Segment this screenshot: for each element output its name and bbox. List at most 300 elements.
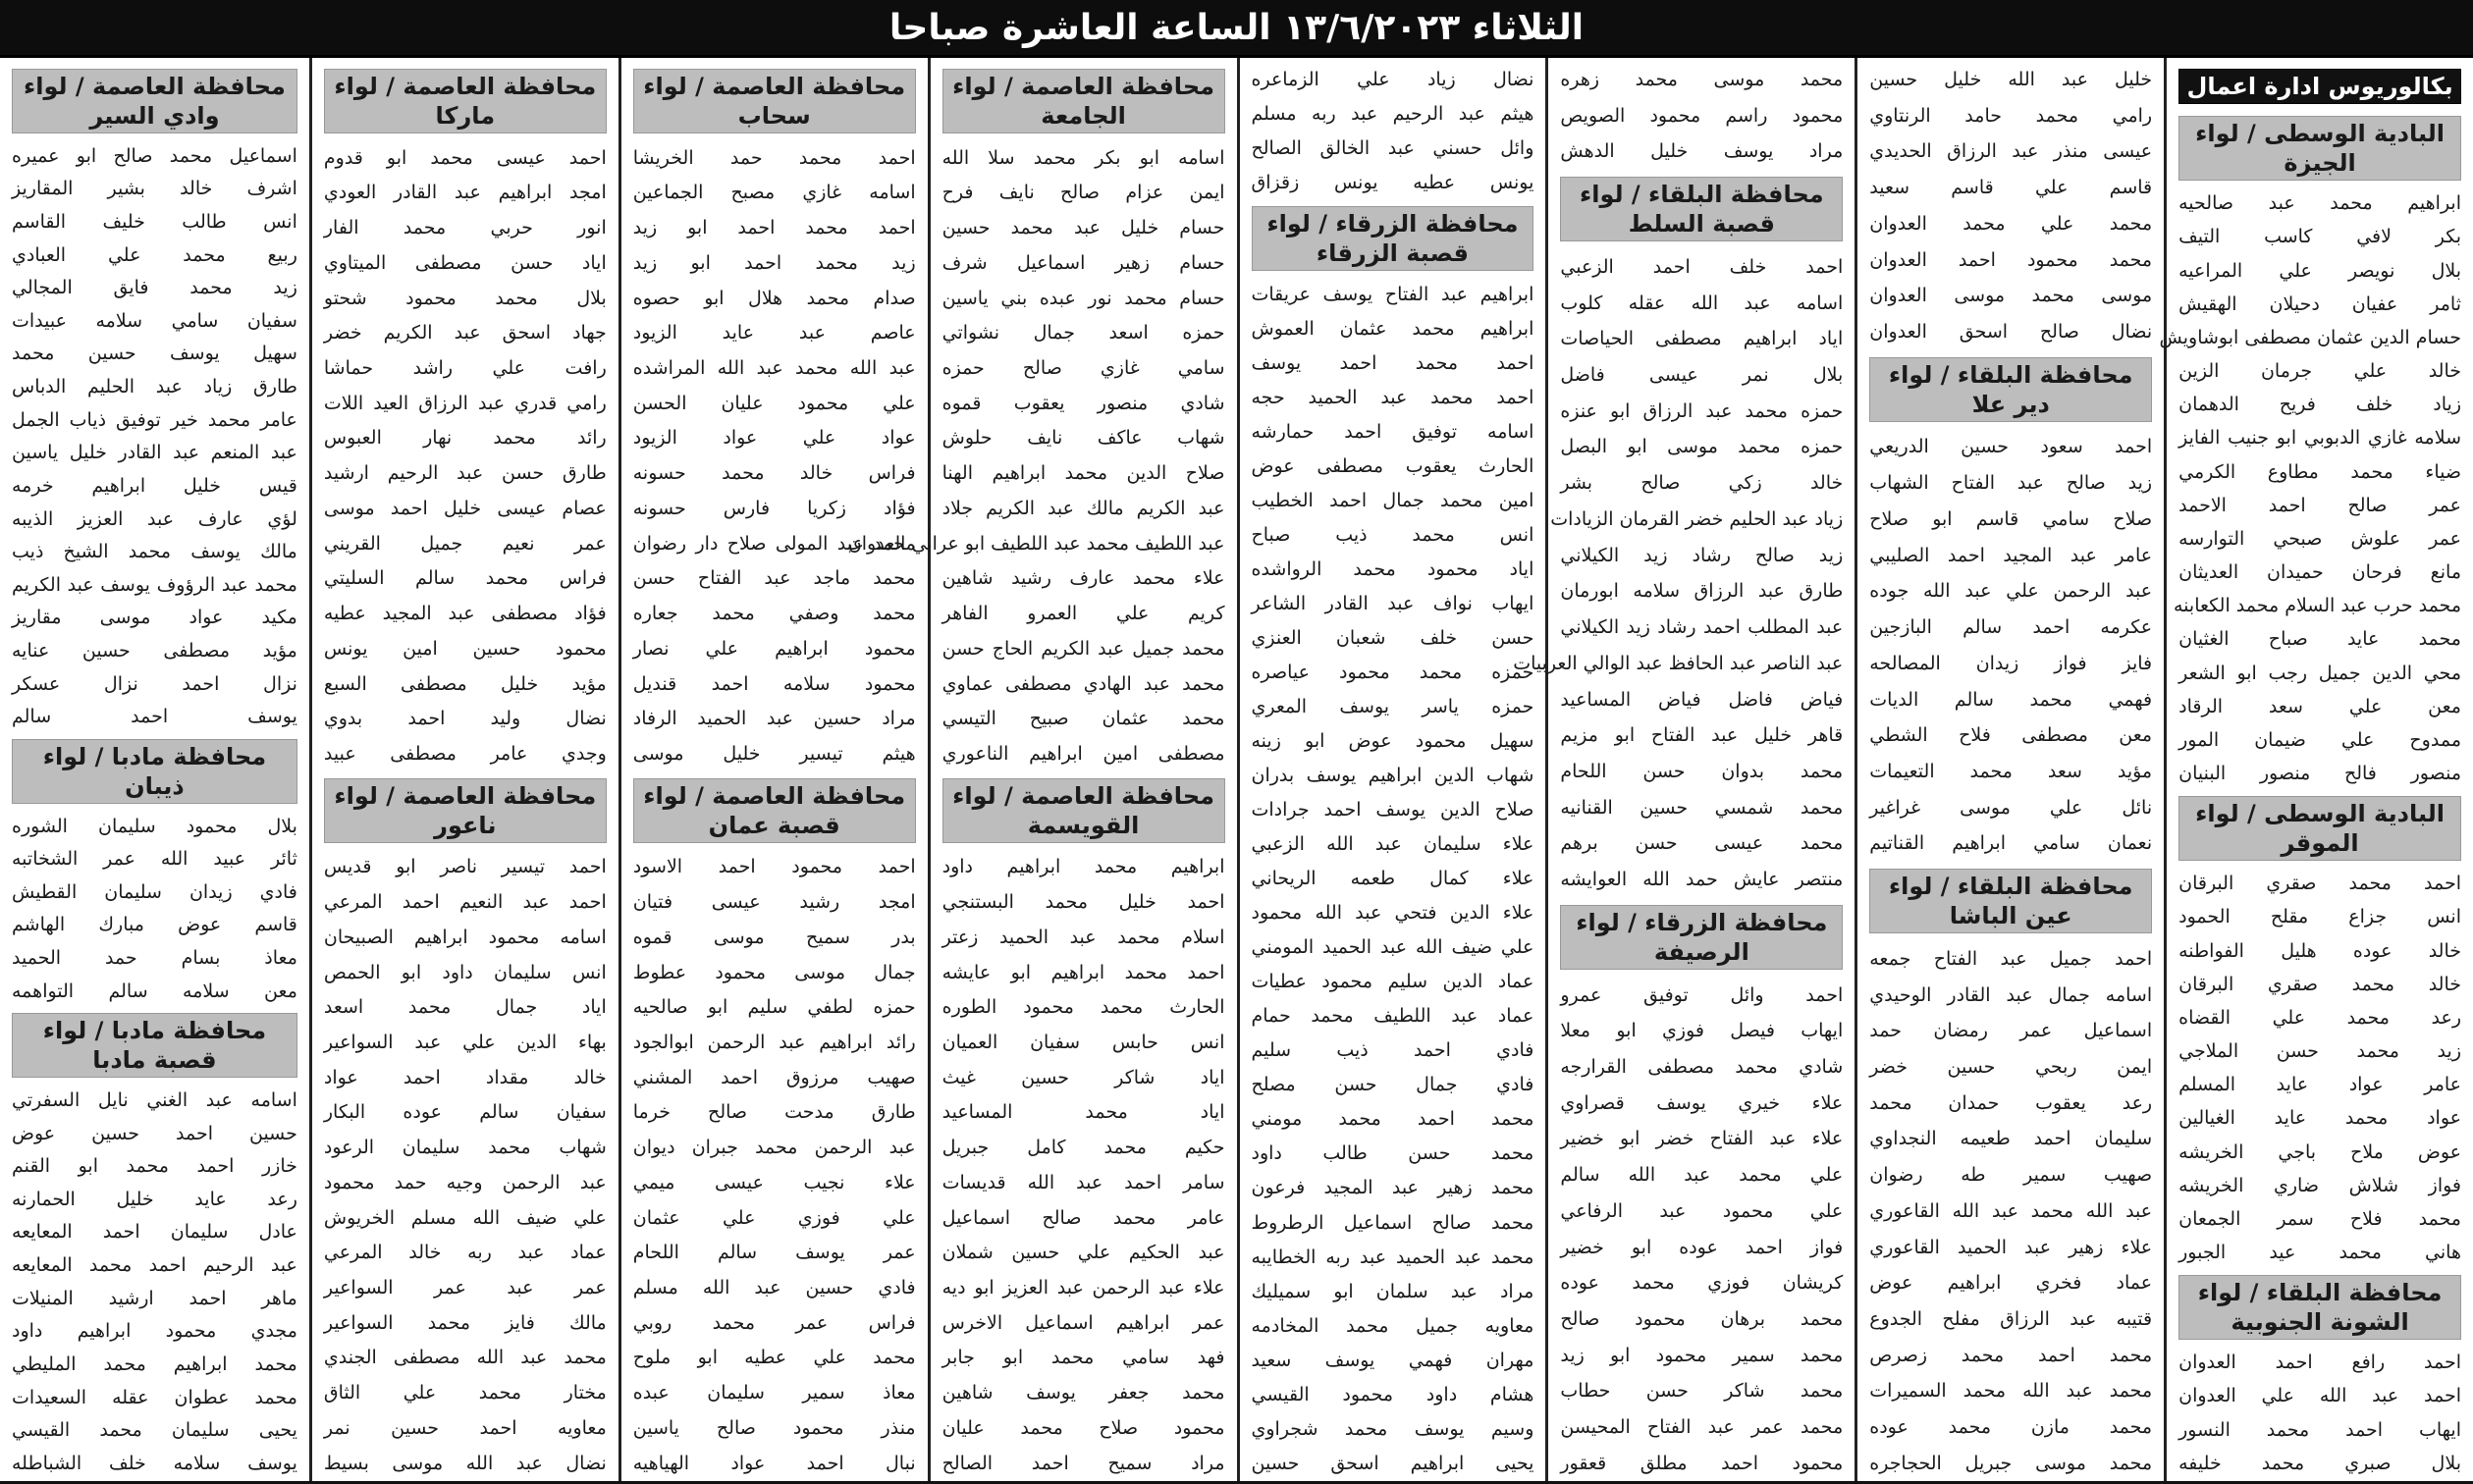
- section-header: بكالوريوس ادارة اعمال: [2178, 69, 2461, 104]
- candidate-name: محمد عبد المولى صلاح دار رضوان: [632, 532, 916, 555]
- candidate-name: علي محمود عليان الحسن: [632, 392, 916, 414]
- section-header: محافظة العاصمة / لواء الجامعة: [942, 69, 1225, 133]
- candidate-name: يوسف سلامه خلف الشباطله: [12, 1452, 297, 1474]
- candidate-name: عادل سليمان احمد المعايعه: [12, 1221, 297, 1244]
- candidate-name: هشام داود محمود القيسي: [1251, 1383, 1534, 1405]
- candidate-name: عبد الله محمد عبد الله القاعوري: [1869, 1199, 2153, 1222]
- candidate-name: محمد موسى محمد زهره: [1560, 69, 1844, 90]
- candidate-name: محمد ابراهيم محمد المليطي: [12, 1352, 297, 1375]
- section-header: محافظة العاصمة / لواء القويسمة: [942, 778, 1225, 843]
- column-1: [2159, 58, 2473, 1481]
- candidate-name: موسى محمد موسى العدوان: [1869, 285, 2153, 307]
- candidate-name: مصطفى امين ابراهيم الناعوري: [941, 742, 1225, 765]
- section-header: محافظة مادبا / لواء قصبة مادبا: [12, 1013, 297, 1078]
- candidate-name: احمد عبد النعيم احمد المرعي: [323, 891, 607, 914]
- candidate-name: عبد الرحيم احمد محمد المعايعه: [12, 1254, 297, 1276]
- candidate-name: معن سلامه سالم التواهمه: [12, 980, 297, 1002]
- candidate-name: عبد الرحمن محمد جبران ديوان: [632, 1137, 916, 1159]
- candidate-name: منتصر عايش حمد الله العوايشه: [1560, 869, 1844, 891]
- candidate-name: ربيع محمد علي العبادي: [12, 243, 297, 266]
- candidate-name: محمود راسم محمود الصويص: [1560, 104, 1844, 127]
- candidate-name: محمد عبد الله محمد السميرات: [1869, 1380, 2153, 1403]
- candidate-name: محمد عبد الرؤوف يوسف عبد الكريم: [12, 573, 297, 596]
- candidate-name: احمد محمد صقري البرقان: [2178, 873, 2461, 895]
- candidate-name: سليمان احمد طعيمه النجداوي: [1869, 1128, 2153, 1150]
- candidate-name: مجدي محمود ابراهيم داود: [12, 1320, 297, 1343]
- candidate-name: خالد عوده هليل الفواطنه: [2178, 939, 2461, 962]
- candidate-name: شهاب محمد سليمان الرعود: [323, 1137, 607, 1159]
- candidate-name: فواز شلاش ضاري الخريشه: [2178, 1174, 2461, 1196]
- candidate-name: محمد ماجد عبد الفتاح حسن: [632, 567, 916, 590]
- candidate-name: اسماعيل محمد صالح ابو عميره: [12, 144, 297, 167]
- candidate-name: فهد سامي محمد ابو جابر: [941, 1347, 1225, 1369]
- candidate-name: عماد فخري ابراهيم عوض: [1869, 1272, 2153, 1295]
- candidate-name: بكر لافي كاسب التيف: [2178, 226, 2461, 248]
- candidate-name: محمد وصفي محمد جعاره: [632, 603, 916, 625]
- candidate-name: مانع فرحان حميدان العديثان: [2178, 561, 2461, 584]
- candidate-name: احمد خليل محمد البستنجي: [941, 891, 1225, 914]
- section-header: محافظة البلقاء / لواء الشونة الجنوبية: [2178, 1275, 2461, 1340]
- candidate-name: انور حربي محمد الفار: [323, 217, 607, 239]
- candidate-name: ماهر احمد ارشيد المنيلات: [12, 1287, 297, 1309]
- candidate-name: محي الدين جميل رجب ابو الشعر: [2178, 662, 2461, 684]
- candidate-name: لؤي عارف عبد العزيز الذيبه: [12, 507, 297, 530]
- candidate-name: عامر عبد المجيد احمد الصليبي: [1869, 544, 2153, 566]
- candidate-name: طارق حسن عبد الرحيم ارشيد: [323, 462, 607, 485]
- candidate-name: حسام زهير اسماعيل شرف: [941, 251, 1225, 274]
- candidate-name: زيد محمد حسن الملاجي: [2178, 1040, 2461, 1063]
- candidate-name: محمد عمر عبد الفتاح المحيسن: [1560, 1416, 1844, 1439]
- candidate-name: انس سليمان داود ابو الحمص: [323, 961, 607, 983]
- candidate-name: ضياء محمد مطاوع الكرمي: [2178, 460, 2461, 483]
- candidate-name: فايز فواز زيدان المصالحه: [1869, 652, 2153, 674]
- candidate-name: زياد خلف فريح الدهمان: [2178, 394, 2461, 416]
- candidate-name: معن علي سعد الرقاد: [2178, 695, 2461, 717]
- candidate-name: فادي زيدان سليمان القطيش: [12, 880, 297, 903]
- candidate-name: فواز احمد عوده ابو خضير: [1560, 1236, 1844, 1258]
- candidate-name: قاسم علي قاسم سعيد: [1869, 177, 2153, 199]
- candidate-name: احمد محمد احمد ابو زيد: [632, 217, 916, 239]
- candidate-name: اسامه جمال عبد القادر الوحيدي: [1869, 983, 2153, 1006]
- candidate-name: زيد محمد احمد ابو زيد: [632, 251, 916, 274]
- candidate-name: فراس خالد محمد حسونه: [632, 462, 916, 485]
- candidate-name: احمد عبد الله علي العدوان: [2178, 1385, 2461, 1407]
- candidate-name: شادي منصور يعقوب قموه: [941, 392, 1225, 414]
- candidate-name: محمد مازن محمد عوده: [1869, 1416, 2153, 1439]
- column-7: [309, 58, 618, 1481]
- candidate-name: خليل عبد الله خليل حسين: [1869, 69, 2153, 90]
- section-header: محافظة الزرقاء / لواء قصبة الزرقاء: [1252, 206, 1534, 271]
- candidate-name: محمود احمد مطلق قعقور: [1560, 1452, 1844, 1474]
- candidate-name: انس جزاع مقلح الحمود: [2178, 906, 2461, 928]
- candidate-name: بدر سميح موسى قموه: [632, 926, 916, 948]
- candidate-name: انس محمد ذيب صباح: [1251, 524, 1534, 547]
- candidate-name: رائد محمد نهار العبوس: [323, 427, 607, 450]
- candidate-name: نضال عبد الله موسى بسيط: [323, 1452, 607, 1474]
- candidate-name: عماد الدين سليم محمود عطيات: [1251, 971, 1534, 993]
- candidate-name: رامي محمد حامد الرنتاوي: [1869, 104, 2153, 127]
- candidate-name: حمزه اسعد جمال نشواتي: [941, 322, 1225, 344]
- candidate-name: معاويه احمد حسين نمر: [323, 1416, 607, 1439]
- candidate-name: نضال زياد علي الزماعره: [1251, 69, 1534, 90]
- candidate-name: اياد حسن مصطفى الميتاوي: [323, 251, 607, 274]
- candidate-name: عمر ابراهيم اسماعيل الاخرس: [941, 1311, 1225, 1334]
- candidate-name: محمد علي عطيه ابو ملوح: [632, 1347, 916, 1369]
- candidate-name: محمد عثمان صبيح التيسي: [941, 708, 1225, 730]
- candidate-name: قتيبه عبد الرزاق مفلح الجدوع: [1869, 1308, 2153, 1330]
- candidate-name: اسامه عبد الغني نايل السفرتي: [12, 1088, 297, 1111]
- candidate-name: طارق مدحت صالح خرما: [632, 1101, 916, 1124]
- candidate-name: وائل حسني عبد الخالق الصالح: [1251, 137, 1534, 160]
- candidate-name: صلاح سامي قاسم ابو صلاح: [1869, 507, 2153, 530]
- candidate-name: بهاء الدين علي عبد السواعير: [323, 1031, 607, 1053]
- column-4: [1237, 58, 1546, 1481]
- candidate-name: ايمن ربحي حسين خضر: [1869, 1055, 2153, 1078]
- candidate-name: مؤيد سعد محمد التعيمات: [1869, 760, 2153, 782]
- candidate-name: محمد حرب عبد السلام محمد الكعابنه: [2174, 595, 2461, 617]
- candidate-name: عبد الكريم مالك عبد الكريم جلاد: [941, 497, 1225, 519]
- candidate-name: حمزه لطفي سليم ابو صالحيه: [632, 996, 916, 1019]
- candidate-name: عمر صالح احمد الاحمد: [2178, 494, 2461, 516]
- candidate-name: نضال وليد احمد بدوي: [323, 708, 607, 730]
- candidate-name: امجد ابراهيم عبد القادر العودي: [323, 182, 607, 204]
- candidate-name: محمد احمد محمد مومني: [1251, 1108, 1534, 1131]
- candidate-name: عبد الله محمد عبد الله المراشده: [632, 357, 916, 380]
- candidate-name: فهمي محمد سالم الديات: [1869, 688, 2153, 711]
- section-header: محافظة البلقاء / لواء عين الباشا: [1869, 869, 2152, 933]
- section-header: محافظة العاصمة / لواء وادي السير: [12, 69, 297, 133]
- candidate-name: علي محمد عبد الله سالم: [1560, 1164, 1844, 1187]
- candidate-name: خالد زكي صالح بشر: [1560, 472, 1844, 495]
- candidate-name: فياض فاضل فياض المساعيد: [1560, 688, 1844, 711]
- candidate-name: ممدوح علي ضيمان المور: [2178, 728, 2461, 751]
- column-2: [1855, 58, 2164, 1481]
- candidate-name: سامي غازي صالح حمزه: [941, 357, 1225, 380]
- candidate-name: علاء سليمان عبد الله الزعبي: [1251, 833, 1534, 856]
- candidate-name: نزال احمد نزال عسكر: [12, 672, 297, 695]
- candidate-name: محمود حسين امين يونس: [323, 637, 607, 660]
- candidate-name: يونس عطيه يونس زقزاق: [1251, 172, 1534, 194]
- candidate-name: معاذ بسام حمد الحميد: [12, 947, 297, 969]
- candidate-name: بلال صبري محمد خليفه: [2178, 1452, 2461, 1474]
- candidate-name: مراد حسين عبد الحميد الرفاد: [632, 708, 916, 730]
- candidate-name: عماد عبد ربه خالد المرعي: [323, 1242, 607, 1264]
- candidate-name: فادي حسين عبد الله مسلم: [632, 1277, 916, 1298]
- candidate-name: حمزه محمد محمود عياصره: [1251, 662, 1534, 684]
- candidate-name: محمود سلامه احمد قنديل: [632, 672, 916, 695]
- candidate-name: شهاب الدين ابراهيم يوسف بدران: [1251, 765, 1534, 787]
- candidate-name: علاء عبد الرحمن عبد العزيز ابو ديه: [941, 1277, 1225, 1298]
- candidate-name: ثامر عفيان دحيلان الهقيش: [2178, 292, 2461, 315]
- candidate-name: بلال نويصر علي المراعيه: [2178, 259, 2461, 282]
- candidate-name: بلال نمر عيسى فاضل: [1560, 364, 1844, 387]
- candidate-name: فراس عمر محمد روبي: [632, 1311, 916, 1334]
- candidate-name: صلاح الدين محمد ابراهيم الهنا: [941, 462, 1225, 485]
- candidate-name: سفيان سالم عوده البكار: [323, 1101, 607, 1124]
- candidate-name: ثائر عبيد الله عمر الشخاتبه: [12, 848, 297, 871]
- candidate-name: رعد عايد خليل الحمارنه: [12, 1188, 297, 1210]
- candidate-name: علي ضيف الله عبد الحميد المومني: [1251, 936, 1534, 959]
- candidate-name: بلال محمود سليمان الشوره: [12, 815, 297, 837]
- candidate-name: حسن خلف شعبان العنزي: [1251, 627, 1534, 650]
- candidate-name: عبد المطلب احمد رشاد زيد الكيلاني: [1560, 616, 1844, 639]
- candidate-name: هيثم عبد الرحيم عبد ربه مسلم: [1251, 103, 1534, 126]
- candidate-name: فؤاد زكريا فارس حسونه: [632, 497, 916, 519]
- candidate-name: مكيد عواد موسى مقاريز: [12, 607, 297, 629]
- candidate-name: صدام محمد هلال ابو حصوه: [632, 287, 916, 309]
- candidate-name: مؤيد مصطفى حسين عنايه: [12, 640, 297, 662]
- candidate-name: طارق عبد الرزاق سلامه ابورمان: [1560, 580, 1844, 603]
- candidate-name: حمزه محمد عبد الرزاق ابو عنزه: [1560, 399, 1844, 422]
- section-header: محافظة البلقاء / لواء دير علا: [1869, 357, 2152, 422]
- candidate-name: فادي احمد ذيب سليم: [1251, 1039, 1534, 1062]
- candidate-name: محمد حسن طالب داود: [1251, 1142, 1534, 1165]
- candidate-name: احمد تيسير ناصر ابو قديس: [323, 856, 607, 878]
- candidate-name: حسام خليل عبد محمد حسين: [941, 217, 1225, 239]
- candidate-name: مالك فايز محمد السواعير: [323, 1311, 607, 1334]
- candidate-name: سامر احمد عبد الله قديسات: [941, 1171, 1225, 1193]
- candidate-name: محمد جعفر يوسف شاهين: [941, 1382, 1225, 1404]
- candidate-name: محمد محمود احمد العدوان: [1869, 248, 2153, 271]
- candidate-name: عبد الناصر عبد الحافظ عبد الوالي العربيات: [1513, 652, 1844, 674]
- candidate-name: احمد رافع احمد العدوان: [2178, 1352, 2461, 1374]
- candidate-name: اياد محمود محمد الرواشده: [1251, 558, 1534, 581]
- page-header-banner: [0, 0, 2473, 58]
- candidate-name: سفيان سامي سلامه عبيدات: [12, 309, 297, 332]
- candidate-name: عمر نعيم جميل القريني: [323, 532, 607, 555]
- candidate-name: محمد صالح اسماعيل الرطروط: [1251, 1211, 1534, 1234]
- candidate-name: محمود صلاح محمد عليان: [941, 1416, 1225, 1439]
- candidate-name: وسيم يوسف محمد شجراوي: [1251, 1417, 1534, 1440]
- candidate-name: عمر علوش صبحي التوارسه: [2178, 527, 2461, 550]
- candidate-name: محمد بدوان حسن اللحام: [1560, 760, 1844, 782]
- candidate-name: حسام محمد نور عبده بني ياسين: [941, 287, 1225, 309]
- candidate-name: معاويه جميل محمد المخادمه: [1251, 1314, 1534, 1337]
- column-8: [0, 58, 309, 1481]
- candidate-name: انس حابس سفيان العميان: [941, 1031, 1225, 1053]
- candidate-name: محمد عبد الله مصطفى الجندي: [323, 1347, 607, 1369]
- candidate-name: رامي قدري عبد الرزاق العيد اللات: [323, 392, 607, 414]
- candidate-name: زيد صالح عبد الفتاح الشهاب: [1869, 472, 2153, 495]
- candidate-name: عواد علي عواد الزيود: [632, 427, 916, 450]
- candidate-name: يحيى ابراهيم اسحق حسين: [1251, 1452, 1534, 1474]
- candidate-name: جهاد اسحق عبد الكريم خضر: [323, 322, 607, 344]
- candidate-name: اسامه توفيق احمد حمارشه: [1251, 421, 1534, 444]
- candidate-name: وجدي عامر مصطفى عبيد: [323, 742, 607, 765]
- candidate-name: زيد صالح رشاد زيد الكيلاني: [1560, 544, 1844, 566]
- candidate-name: صهيب سمير طه رضوان: [1869, 1164, 2153, 1187]
- candidate-name: ابراهيم محمد عبد صالحيه: [2178, 192, 2461, 215]
- candidate-name: حسين احمد حسين عوض: [12, 1122, 297, 1144]
- candidate-name: علي ضيف الله مسلم الخريوش: [323, 1206, 607, 1229]
- candidate-name: انس طالب خليف القاسم: [12, 210, 297, 233]
- candidate-name: محمد سمير محمود ابو زيد: [1560, 1344, 1844, 1366]
- candidate-name: كريشان فوزي محمد عوده: [1560, 1272, 1844, 1295]
- candidate-name: احمد محمود احمد الاسود: [632, 856, 916, 878]
- candidate-name: قاسم عوض مبارك الهاشم: [12, 914, 297, 936]
- candidate-name: عبد الرحمن علي عبد الله جوده: [1869, 580, 2153, 603]
- candidate-name: طارق زياد عبد الحليم الدباس: [12, 376, 297, 398]
- candidate-name: علي محمود عبد الرفاعي: [1560, 1199, 1844, 1222]
- candidate-name: عماد عبد اللطيف محمد حمام: [1251, 1005, 1534, 1028]
- candidate-name: محمد عايد صباح الغثيان: [2178, 628, 2461, 651]
- candidate-name: محمد شاكر حسن حطاب: [1560, 1380, 1844, 1403]
- candidate-name: اسامه عبد الله عقله كلوب: [1560, 292, 1844, 314]
- candidate-name: ايمن عزام صالح نايف فرح: [941, 182, 1225, 204]
- candidate-name: حسام الدين عثمان مصطفى ابوشاويش: [2159, 326, 2461, 348]
- section-header: محافظة الزرقاء / لواء الرصيفة: [1560, 905, 1843, 970]
- candidate-name: فؤاد مصطفى عبد المجيد عطيه: [323, 603, 607, 625]
- candidate-name: ابراهيم محمد عثمان العموش: [1251, 318, 1534, 341]
- candidate-name: بلال محمد محمود شحتو: [323, 287, 607, 309]
- candidate-name: امين محمد جمال احمد الخطيب: [1251, 490, 1534, 512]
- candidate-name: منصور فالح منصور البنيان: [2178, 762, 2461, 784]
- candidate-name: خالد محمد صقري البرقان: [2178, 973, 2461, 995]
- candidate-name: محمد احمد محمد زصرص: [1869, 1344, 2153, 1366]
- candidate-name: عواد محمد عايد الغيالين: [2178, 1107, 2461, 1130]
- candidate-name: عيسى منذر عبد الرزاق الحديدي: [1869, 140, 2153, 163]
- candidate-name: عاصم عبد عايد الزيود: [632, 322, 916, 344]
- column-3: [1513, 58, 1855, 1481]
- candidate-name: اياد جمال محمد اسعد: [323, 996, 607, 1019]
- candidate-name: مراد عبد سلمان ابو سميليك: [1251, 1280, 1534, 1302]
- candidate-name: سلامه غازي الدبوبي ابو جنيب الفايز: [2178, 427, 2461, 450]
- candidate-name: معاذ سمير سليمان عبده: [632, 1382, 916, 1404]
- candidate-name: عبد الحكيم علي حسين شملان: [941, 1242, 1225, 1264]
- candidate-name: عامر محمد صالح اسماعيل: [941, 1206, 1225, 1229]
- candidate-name: منذر محمود صالح ياسين: [632, 1416, 916, 1439]
- candidate-name: محمد عطوان عقله السعيدات: [12, 1386, 297, 1408]
- candidate-name: امجد رشيد عيسى فتيان: [632, 891, 916, 914]
- candidate-name: عمر عبد عمر السواعير: [323, 1277, 607, 1298]
- candidate-name: مهران فهمي يوسف سعيد: [1251, 1349, 1534, 1371]
- candidate-name: محمد عيسى حسن برهم: [1560, 832, 1844, 855]
- candidate-name: علاء خيري يوسف قصراوي: [1560, 1091, 1844, 1114]
- candidate-name: قاهر خليل عبد الفتاح ابو مزيم: [1560, 724, 1844, 747]
- candidate-name: مؤيد خليل مصطفى السبع: [323, 672, 607, 695]
- candidate-name: عكرمه احمد سالم البازجين: [1869, 616, 2153, 639]
- column-5: [847, 58, 1237, 1481]
- section-header: البادية الوسطى / لواء الموقر: [2178, 796, 2461, 861]
- candidate-name: ايهاب نواف عبد القادر الشاعر: [1251, 593, 1534, 615]
- candidate-name: احمد جميل عبد الفتاح جمعه: [1869, 947, 2153, 970]
- candidate-name: خازر احمد محمد ابو القنم: [12, 1155, 297, 1178]
- candidate-name: يوسف احمد سالم: [12, 706, 297, 728]
- candidate-name: علاء كمال طعمه الريحاني: [1251, 868, 1534, 890]
- candidate-name: محمد شمسي حسين القنانيه: [1560, 796, 1844, 819]
- candidate-name: قيس خليل ابراهيم خرمه: [12, 474, 297, 497]
- candidate-name: محمد فلاح سمر الجمعان: [2178, 1207, 2461, 1230]
- candidate-name: علاء زهير عبد الحميد القاعوري: [1869, 1236, 2153, 1258]
- candidate-name: رائد ابراهيم عبد الرحمن ابوالجود: [632, 1031, 916, 1053]
- candidate-name: اشرف خالد بشير المقاريز: [12, 178, 297, 200]
- candidate-name: محمد برهان محمود صالح: [1560, 1308, 1844, 1330]
- candidate-name: اياد محمد المساعيد: [941, 1101, 1225, 1124]
- candidate-name: عامر عواد عايد المسلم: [2178, 1074, 2461, 1096]
- candidate-name: صهيب مرزوق احمد المشني: [632, 1066, 916, 1088]
- candidate-name: ايهاب فيصل فوزي ابو معلا: [1560, 1020, 1844, 1042]
- candidate-name: رافت علي راشد حماشا: [323, 357, 607, 380]
- candidate-name: فادي جمال حسن مصلح: [1251, 1074, 1534, 1096]
- candidate-name: اسامه غازي مصبح الجماعين: [632, 182, 916, 204]
- candidate-name: محمد عبد الهادي مصطفى عماوي: [941, 672, 1225, 695]
- candidate-name: عوض ملاح باجي الخريشه: [2178, 1140, 2461, 1163]
- candidate-name: محمد علي محمد العدوان: [1869, 212, 2153, 235]
- section-header: محافظة مادبا / لواء ذيبان: [12, 739, 297, 804]
- candidate-name: رعد يعقوب حمدان محمد: [1869, 1091, 2153, 1114]
- candidate-name: ايهاب احمد محمد النسور: [2178, 1418, 2461, 1441]
- section-header: محافظة العاصمة / لواء ناعور: [324, 778, 607, 843]
- candidate-name: نعمان سامي ابراهيم القناتيم: [1869, 832, 2153, 855]
- candidate-name: عبد المنعم عبد القادر خليل ياسين: [12, 442, 297, 464]
- candidate-name: سهيل محمود عوض ابو زينه: [1251, 730, 1534, 753]
- candidate-name: خالد مقداد احمد عواد: [323, 1066, 607, 1088]
- candidate-name: الحارث محمد محمود الطوره: [941, 996, 1225, 1019]
- candidate-name: احمد وائل توفيق عمرو: [1560, 983, 1844, 1006]
- candidate-name: محمد عبد الحميد عبد ربه الخطايبه: [1251, 1246, 1534, 1268]
- candidate-name: اسلام محمد عبد الحميد زعتر: [941, 926, 1225, 948]
- candidate-name: معن مصطفى فلاح الشطي: [1869, 724, 2153, 747]
- candidate-name: مالك يوسف محمد الشيخ ذيب: [12, 541, 297, 563]
- candidate-name: احمد عيسى محمد ابو قدوم: [323, 146, 607, 169]
- candidate-name: نضال صالح اسحق العدوان: [1869, 321, 2153, 344]
- candidate-name: اسامه ابو بكر محمد سلا الله: [941, 146, 1225, 169]
- section-header: محافظة العاصمة / لواء ماركا: [324, 69, 607, 133]
- section-header: محافظة العاصمة / لواء سحاب: [633, 69, 916, 133]
- candidate-name: اياد شاكر حسين غيث: [941, 1066, 1225, 1088]
- candidate-name: نائل علي موسى غراغير: [1869, 796, 2153, 819]
- candidate-name: حمزه ياسر يوسف المعري: [1251, 696, 1534, 718]
- candidate-name: علاء محمد عارف رشيد شاهين: [941, 567, 1225, 590]
- candidate-name: عبد اللطيف محمد عبد اللطيف ابو عرابي العدوان: [847, 532, 1225, 555]
- candidate-name: صلاح الدين يوسف احمد جرادات: [1251, 799, 1534, 822]
- candidate-name: حمزه محمد موسى ابو البصل: [1560, 436, 1844, 458]
- candidate-name: شادي محمد مصطفى القرارجه: [1560, 1055, 1844, 1078]
- candidate-name: زياد عبد الحليم خضر القرمان الزيادات: [1550, 507, 1844, 530]
- candidate-name: احمد خلف احمد الزعبي: [1560, 255, 1844, 278]
- candidate-name: نبال احمد عواد الهياهيه: [632, 1452, 916, 1474]
- candidate-name: كريم علي العمرو الفاهر: [941, 603, 1225, 625]
- candidate-name: عمر يوسف سالم اللحام: [632, 1242, 916, 1264]
- candidate-name: محمد زهير عبد المجيد فرعون: [1251, 1177, 1534, 1199]
- candidate-name: الحارث يعقوب مصطفى عوض: [1251, 455, 1534, 478]
- candidate-name: محمد موسى جبريل الحجاجره: [1869, 1452, 2153, 1474]
- candidate-name: يحيى سليمان محمد القيسي: [12, 1419, 297, 1442]
- candidate-name: هيثم تيسير خليل موسى: [632, 742, 916, 765]
- candidate-name: اسماعيل عمر رمضان حمد: [1869, 1020, 2153, 1042]
- candidate-name: علاء الدين فتحي عبد الله محمود: [1251, 902, 1534, 925]
- candidate-name: مراد سميح احمد الصالح: [941, 1452, 1225, 1474]
- candidate-name: احمد محمد ابراهيم ابو عايشه: [941, 961, 1225, 983]
- candidate-name: هاني محمد عيد الجبور: [2178, 1242, 2461, 1263]
- candidate-name: رعد محمد علي القضاه: [2178, 1006, 2461, 1029]
- candidate-name: مراد يوسف خليل الدهش: [1560, 140, 1844, 163]
- section-header: البادية الوسطى / لواء الجيزة: [2178, 116, 2461, 181]
- candidate-name: احمد محمد حمد الخريشا: [632, 146, 916, 169]
- candidate-name: جمال موسى محمود عطوط: [632, 961, 916, 983]
- names-columns: [0, 58, 2473, 1484]
- candidate-name: عبد الرحمن وجيه حمد محمود: [323, 1171, 607, 1193]
- candidate-name: سهيل يوسف حسين محمد: [12, 343, 297, 365]
- page-title: الثلاثاء ١٣/٦/٢٠٢٣ الساعة العاشرة صباحا: [888, 7, 1585, 48]
- candidate-name: خالد علي جرمان الزين: [2178, 360, 2461, 383]
- candidate-name: احمد محمد احمد يوسف: [1251, 352, 1534, 375]
- section-header: محافظة العاصمة / لواء قصبة عمان: [633, 778, 916, 843]
- candidate-name: علاء عبد الفتاح خضر ابو خضير: [1560, 1128, 1844, 1150]
- candidate-name: ابراهيم عبد الفتاح يوسف عريقات: [1251, 284, 1534, 306]
- candidate-name: احمد محمد عبد الحميد حجه: [1251, 387, 1534, 409]
- candidate-name: فراس محمد سالم السليتي: [323, 567, 607, 590]
